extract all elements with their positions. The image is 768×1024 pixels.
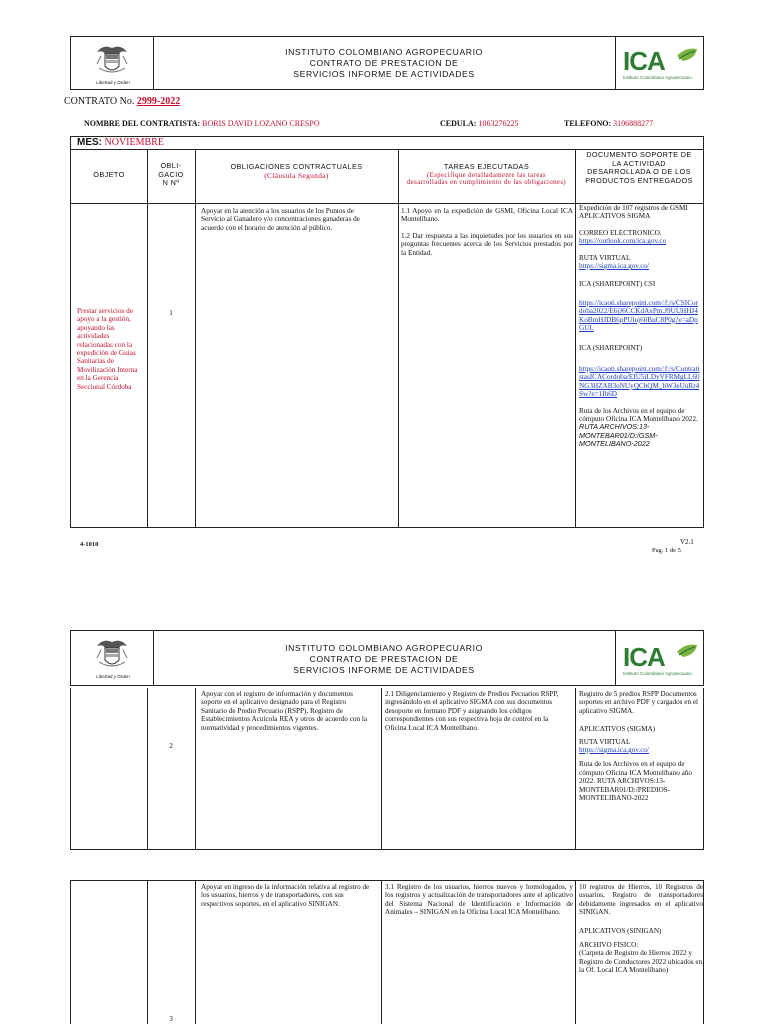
col-obligacion-num: OBLI- GACIO N Nº: [158, 161, 184, 188]
form-code: 4-1010: [80, 541, 99, 548]
header-line1: INSTITUTO COLOMBIANO AGROPECUARIO: [285, 47, 483, 57]
contractor-name: BORIS DAVID LOZANO CRESPO: [202, 119, 320, 128]
row2-doc2: APLICATIVOS (SIGMA): [579, 725, 656, 734]
ica-leaf-icon: [675, 47, 699, 70]
header2-line3: SERVICIOS INFORME DE ACTIVIDADES: [293, 665, 475, 675]
row1-obligacion: Apoyar en la atención a los usuarios de los Puntos de Servicio al Ganadero y/o concentraciones ganaderas de acuerdo con el horario de atención al público.: [201, 207, 360, 232]
row2-obligacion: Apoyar con el registro de información y documentos soporte en el aplicativo designado para el Registro Sanitario de Predio Pecuario (RSPP), Registro de Establecimientos Acuícola REA y otros de acuerdo con la normatividad y procedimientos vigentes.: [201, 690, 368, 732]
row1-doc5: ICA (SHAREPOINT): [579, 344, 643, 353]
row3-doc3: ARCHIVO FISICO:: [579, 941, 639, 950]
row2-doc4: Ruta de los Archivos en el equipo de cómputo Oficina ICA Montelíbano año 2022. RUTA ARCHIVOS:13-MONTEBAR01/D:/PREDIOS-MONTELIBANO-2022: [579, 760, 692, 803]
row3-doc4: (Carpeta de Registro de Hierros 2022 y Registro de Conductores 2022 ubicados en la Of. Local ICA Montelíbano): [579, 949, 703, 975]
header-line2: CONTRATO DE PRESTACION DE: [309, 58, 459, 68]
col-obligaciones-sub: (Cláusula Segunda): [264, 170, 329, 180]
row1-doc2: CORREO ELECTRONICO.: [579, 228, 662, 237]
row2-table: [70, 688, 704, 850]
version-label: V2.1: [680, 538, 694, 546]
row1-doc6-italic: RUTA ARCHIVOS:13-MONTEBAR01/D:/GSM-MONTELIBANO-2022: [579, 422, 658, 449]
row3-table: [70, 880, 704, 1024]
row2-doc3: RUTA VIRTUAL: [579, 737, 631, 746]
header2-line2: CONTRATO DE PRESTACION DE: [309, 654, 459, 664]
ica-logo-subtitle-2: Instituto Colombiano Agropecuario: [623, 671, 692, 676]
contract-label: CONTRATO No.: [64, 96, 135, 107]
header2-line1: INSTITUTO COLOMBIANO AGROPECUARIO: [285, 643, 483, 653]
page1-header: [70, 36, 704, 90]
contract-number: 2999-2022: [136, 96, 181, 107]
row1-doc3: RUTA VIRTUAL: [579, 253, 631, 262]
row1-doc4: ICA (SHAREPOINT) CSI: [579, 280, 656, 289]
row3-documento: [579, 883, 703, 975]
row2-num: 2: [169, 742, 173, 750]
contract-number-line: [64, 96, 180, 107]
row1-doc5-link[interactable]: https://icaoti.sharepoint.com/:f:/s/ContratistasICACordoba/EIU5iLDyVFRMgLL60NG3HZAB3oNUyQCbQM_hW3eUuRr4Sw?e=1Ih6D: [579, 364, 700, 399]
col-obligaciones: [195, 163, 398, 180]
month-row: [77, 137, 164, 148]
col-tareas-title: TAREAS EJECUTADAS: [443, 162, 530, 171]
row1-tarea2: 1.2 Dar respuesta a las inquietudes por los usuarios en sus preguntas frecuentes acerca de los Servicios prestados por la Entidad.: [401, 231, 573, 257]
page2-header: [70, 630, 704, 686]
row1-objeto: Prestar servicios de apoyo a la gestión, apoyando las actividades relacionadas con la expedición de Guías Sanitarias de Movilización Interna en la Gerencia Seccional Córdoba: [77, 307, 138, 391]
cedula-value: 1063276225: [478, 119, 519, 128]
cedula-label: CEDULA:: [440, 119, 477, 128]
row1-doc3-link[interactable]: https://sigma.ica.gov.co/: [579, 262, 650, 271]
phone-label: TELEFONO:: [564, 119, 612, 128]
ica-logo: ICA: [623, 46, 665, 76]
page-number: Pag. 1 de 5: [652, 547, 681, 554]
row2-doc3-link[interactable]: https://sigma.ica.gov.co/: [579, 746, 650, 755]
row1-num: 1: [169, 309, 173, 317]
ica-leaf-icon-2: [675, 643, 699, 666]
header-title: [153, 47, 615, 80]
crest-caption-2: Libertad y Orden: [96, 674, 130, 679]
month-value: NOVIEMBRE: [104, 137, 164, 148]
crest-caption: Libertad y Orden: [96, 80, 130, 85]
row3-doc2: APLICATIVOS (SINIGAN): [579, 926, 662, 935]
row2-doc1: Registro de 5 predios RSPP Documentos soportes en archivo PDF y cargados en el aplicativo SIGMA.: [579, 690, 699, 715]
colombia-crest-icon-2: [91, 634, 133, 672]
row2-documento: [579, 690, 703, 802]
activities-table: [70, 136, 704, 528]
col-tareas: [398, 163, 575, 187]
row1-doc6: Ruta de los Archivos en el equipo de cómputo Oficina ICA Montelíbano 2022.: [579, 406, 698, 423]
col-obligaciones-title: OBLIGACIONES CONTRACTUALES: [230, 162, 363, 171]
row1-documento: [579, 204, 701, 449]
month-label: MES:: [77, 137, 102, 148]
row2-tarea: 2.1 Diligenciamiento y Registro de Predios Pecuarios RSPP, ingresándolo en el aplicativo SIGMA con sus documentos desoporte en formato PDF y asignando los códigos correspondientes con sus respectiva hoja de control en la Oficina Local ICA Montelíbano.: [385, 690, 559, 732]
row3-tarea: 3.1 Registro de los usuarios, hierros nuevos y homologados, y los registros y actualización de transportadores ante el aplicativo del Sistema Nacional de Identificación e Información de Animales – SINIGAN en la Oficina Local ICA Montelíbano.: [385, 883, 573, 917]
row1-doc4-link[interactable]: https://icaoti.sharepoint.com/:f:/s/CSICordoba2022/E6jJ6CCKdAxPm.J9UUHHJ4KoBmHJDB6pPUluj60BuC8P0g?e=aDpGUL: [579, 298, 698, 333]
colombia-crest-icon: [91, 40, 133, 78]
contractor-label: NOMBRE DEL CONTRATISTA:: [84, 119, 201, 128]
phone-value: 3106888277: [613, 119, 654, 128]
row1-tareas: [401, 207, 573, 257]
contractor-line: [84, 119, 704, 128]
col-documento: DOCUMENTO SOPORTE DE LA ACTIVIDAD DESARROLLADA O DE LOS PRODUCTOS ENTREGADOS: [585, 150, 693, 185]
ica-logo-2: ICA: [623, 642, 665, 672]
row1-doc2-link[interactable]: https://outlook.com/ica.gov.co: [579, 237, 667, 246]
row3-num: 3: [169, 1015, 173, 1023]
row3-doc1: 10 registros de Hierros, 10 Registros de usuarios, Registro de transportadores debidamente ingresados en el aplicativo SINIGAN.: [579, 883, 703, 917]
row3-obligacion: Apoyar en ingreso de la información relativa al registro de los usuarios, hierros y de transportadores, con sus respectivos soportes, en el aplicativo SINIGAN.: [201, 883, 370, 908]
row1-tarea1: 1.1 Apoyo en la expedición de GSMI, Oficina Local ICA Montelíbano.: [401, 207, 573, 224]
header-title-2: [153, 643, 615, 676]
header-line3: SERVICIOS INFORME DE ACTIVIDADES: [293, 69, 475, 79]
row1-doc1: Expedición de 107 registros de GSMI APLICATIVOS SIGMA: [579, 204, 688, 221]
col-objeto: OBJETO: [93, 170, 125, 179]
col-tareas-sub: (Especifique detalladamente las tareas desarrolladas en cumplimiento de las obligaciones): [406, 171, 567, 187]
ica-logo-subtitle: Instituto Colombiano Agropecuario: [623, 75, 692, 80]
